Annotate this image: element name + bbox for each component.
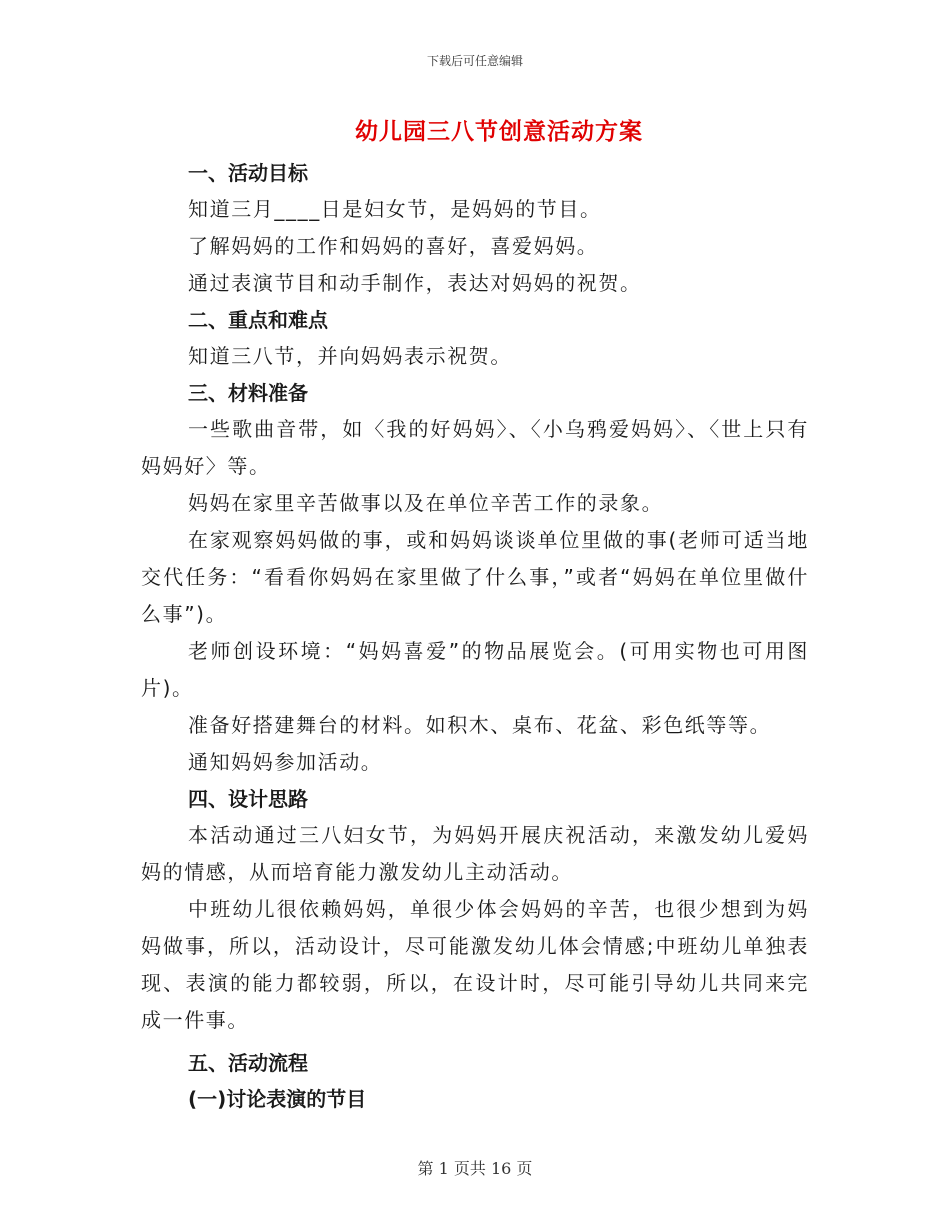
section-heading-focus: 二、重点和难点 <box>188 308 328 332</box>
paragraph: 准备好搭建舞台的材料。如积木、桌布、花盆、彩色纸等等。 <box>188 713 772 737</box>
paragraph: 中班幼儿很依赖妈妈，单很少体会妈妈的辛苦，也很少想到为妈妈做事，所以，活动设计，尽可能激发幼儿体会情感;中班幼儿单独表现、表演的能力都较弱，所以，在设计时，尽可能引导幼儿共同来完成一件事。 <box>141 897 809 1032</box>
header-note: 下载后可任意编辑 <box>426 54 523 68</box>
paragraph: 妈妈在家里辛苦做事以及在单位辛苦工作的录象。 <box>188 491 664 515</box>
paragraph: 本活动通过三八妇女节，为妈妈开展庆祝活动，来激发幼儿爱妈妈的情感，从而培育能力激发幼儿主动活动。 <box>141 823 809 884</box>
paragraph: 老师创设环境：“妈妈喜爱”的物品展览会。(可用实物也可用图片)。 <box>141 639 809 700</box>
section-heading-process: 五、活动流程 <box>188 1051 308 1075</box>
subsection-heading-discussion: (一)讨论表演的节目 <box>188 1087 367 1111</box>
document-body <box>141 155 809 1117</box>
paragraph: 通知妈妈参加活动。 <box>188 750 383 774</box>
document-title: 幼儿园三八节创意活动方案 <box>355 119 643 145</box>
section-heading-materials: 三、材料准备 <box>188 381 308 405</box>
paragraph: 知道三八节，并向妈妈表示祝贺。 <box>188 344 512 368</box>
paragraph: 在家观察妈妈做的事，或和妈妈谈谈单位里做的事(老师可适当地交代任务：“看看你妈妈在家里做了什么事，”或者“妈妈在单位里做什么事”)。 <box>141 528 809 626</box>
section-heading-goals: 一、活动目标 <box>188 161 308 185</box>
page-number: 第 1 页共 16 页 <box>417 1159 533 1178</box>
paragraph: 了解妈妈的工作和妈妈的喜好，喜爱妈妈。 <box>188 234 599 258</box>
paragraph: 知道三月____日是妇女节，是妈妈的节目。 <box>188 197 602 221</box>
paragraph: 一些歌曲音带，如〈我的好妈妈〉、〈小乌鸦爱妈妈〉、〈世上只有妈妈好〉等。 <box>141 417 809 478</box>
section-heading-design: 四、设计思路 <box>188 787 308 811</box>
paragraph: 通过表演节目和动手制作，表达对妈妈的祝贺。 <box>188 271 642 295</box>
